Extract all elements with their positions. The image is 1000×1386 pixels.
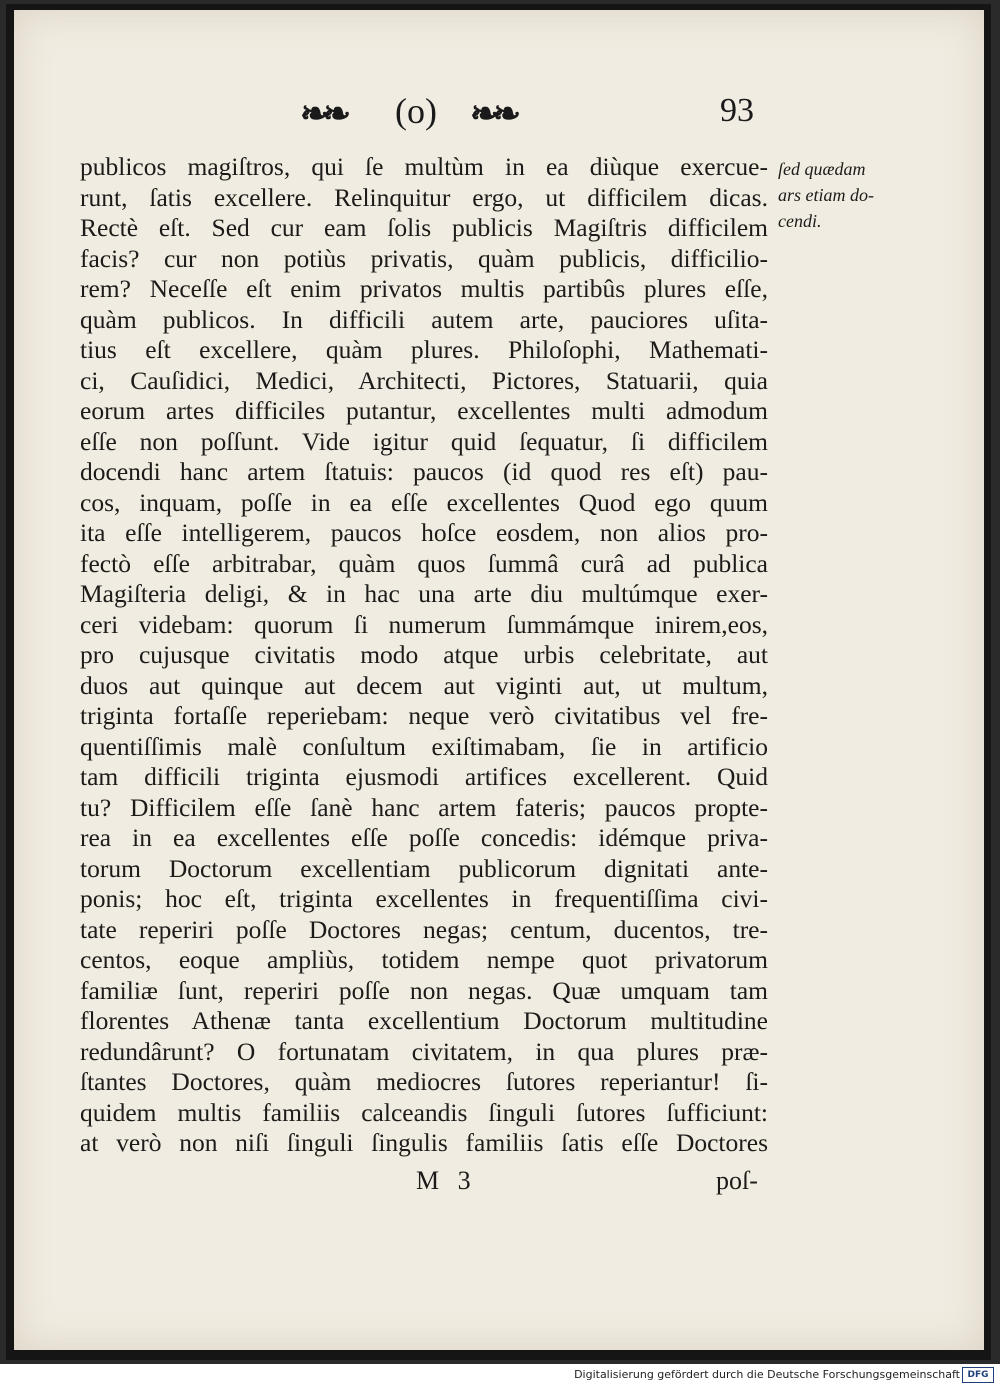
text-line: triginta fortaſſe reperiebam: neque verò civitatibus vel fre- (80, 701, 768, 730)
text-line: eſſe non poſſunt. Vide igitur quid ſequatur, ſi difficilem (80, 426, 768, 456)
page-header (290, 88, 770, 136)
text-line: quidem multis familiis calceandis ſinguli ſutores ſufficiunt: (80, 1097, 768, 1127)
text-line: fectò eſſe arbitrabar, quàm quos ſummâ curâ ad publica (80, 548, 768, 578)
text-line: rem? Neceſſe eſt enim privatos multis partibûs plures eſſe, (80, 274, 768, 303)
text-line: rea in ea excellentes eſſe poſſe concedis: idémque priva- (80, 823, 768, 852)
text-line: torum Doctorum excellentiam publicorum dignitati ante- (80, 853, 768, 883)
text-line: docendi hanc artem ſtatuis: paucos (id quod res eſt) pau- (80, 457, 768, 486)
margin-note-line: cendi. (778, 211, 822, 231)
text-line: ceri videbam: quorum ſi numerum ſummámque inirem,eos, (80, 609, 768, 639)
text-line: florentes Athenæ tanta excellentium Doctorum multitudine (80, 1006, 768, 1035)
catchword: poſ- (716, 1166, 758, 1195)
page-number: 93 (720, 92, 754, 129)
text-line: publicos magiſtros, qui ſe multùm in ea diùque exercue- (80, 152, 768, 181)
text-line: Magiſteria deligi, & in hac una arte diu multúmque exer- (80, 579, 768, 608)
margin-note (778, 156, 878, 234)
header-ornament-center: (o) (395, 91, 437, 131)
text-line: familiæ ſunt, reperiri poſſe non negas. Quæ umquam tam (80, 975, 768, 1005)
margin-note-line: ars etiam do- (778, 185, 874, 205)
funding-credit: Digitalisierung gefördert durch die Deutsche Forschungsgemeinschaft (574, 1368, 960, 1381)
text-line: facis? cur non potiùs privatis, quàm publicis, difficilio- (80, 243, 768, 273)
text-line: tam difficili triginta ejusmodi artifices excellerent. Quid (80, 762, 768, 791)
text-line: duos aut quinque aut decem aut viginti aut, ut multum, (80, 670, 768, 700)
text-line: quentiſſimis malè conſultum exiſtimabam, ſie in artificio (80, 731, 768, 761)
text-line: ſtantes Doctores, quàm mediocres ſutores reperiantur! ſi- (80, 1067, 768, 1096)
text-line: Rectè eſt. Sed cur eam ſolis publicis Magiſtris difficilem (80, 213, 768, 242)
header-ornament-left: ❧❧ (300, 94, 345, 134)
text-line: centos, eoque ampliùs, totidem nempe quot privatorum (80, 945, 768, 974)
text-line: ponis; hoc eſt, triginta excellentes in frequentiſſima civi- (80, 884, 768, 913)
text-line: ita eſſe intelligerem, paucos hoſce eosdem, non alios pro- (80, 518, 768, 547)
digitization-footer (0, 1364, 1000, 1386)
text-line: tu? Difficilem eſſe ſanè hanc artem fateris; paucos propte- (80, 792, 768, 822)
text-line: pro cujusque civitatis modo atque urbis celebritate, aut (80, 640, 768, 669)
header-ornament-right: ❧❧ (470, 94, 515, 134)
text-line: quàm publicos. In difficili autem arte, pauciores uſita- (80, 304, 768, 334)
body-text (80, 152, 768, 1159)
margin-note-line: ſed quædam (778, 159, 866, 179)
text-line: at verò non niſi ſinguli ſingulis familiis ſatis eſſe Doctores (80, 1128, 768, 1157)
text-line: runt, ſatis excellere. Relinquitur ergo, ut difficilem dicas. (80, 182, 768, 212)
text-line: cos, inquam, poſſe in ea eſſe excellentes Quod ego quum (80, 487, 768, 517)
text-line: tius eſt excellere, quàm plures. Philoſophi, Mathemati- (80, 335, 768, 364)
text-line: tate reperiri poſſe Doctores negas; centum, ducentos, tre- (80, 914, 768, 944)
text-line: eorum artes difficiles putantur, excellentes multi admodum (80, 396, 768, 425)
signature-mark: M 3 (416, 1166, 477, 1195)
text-line: redundârunt? O fortunatam civitatem, in qua plures præ- (80, 1036, 768, 1066)
dfg-logo-icon: DFG (962, 1367, 994, 1383)
text-line: ci, Cauſidici, Medici, Architecti, Pictores, Statuarii, quia (80, 365, 768, 395)
